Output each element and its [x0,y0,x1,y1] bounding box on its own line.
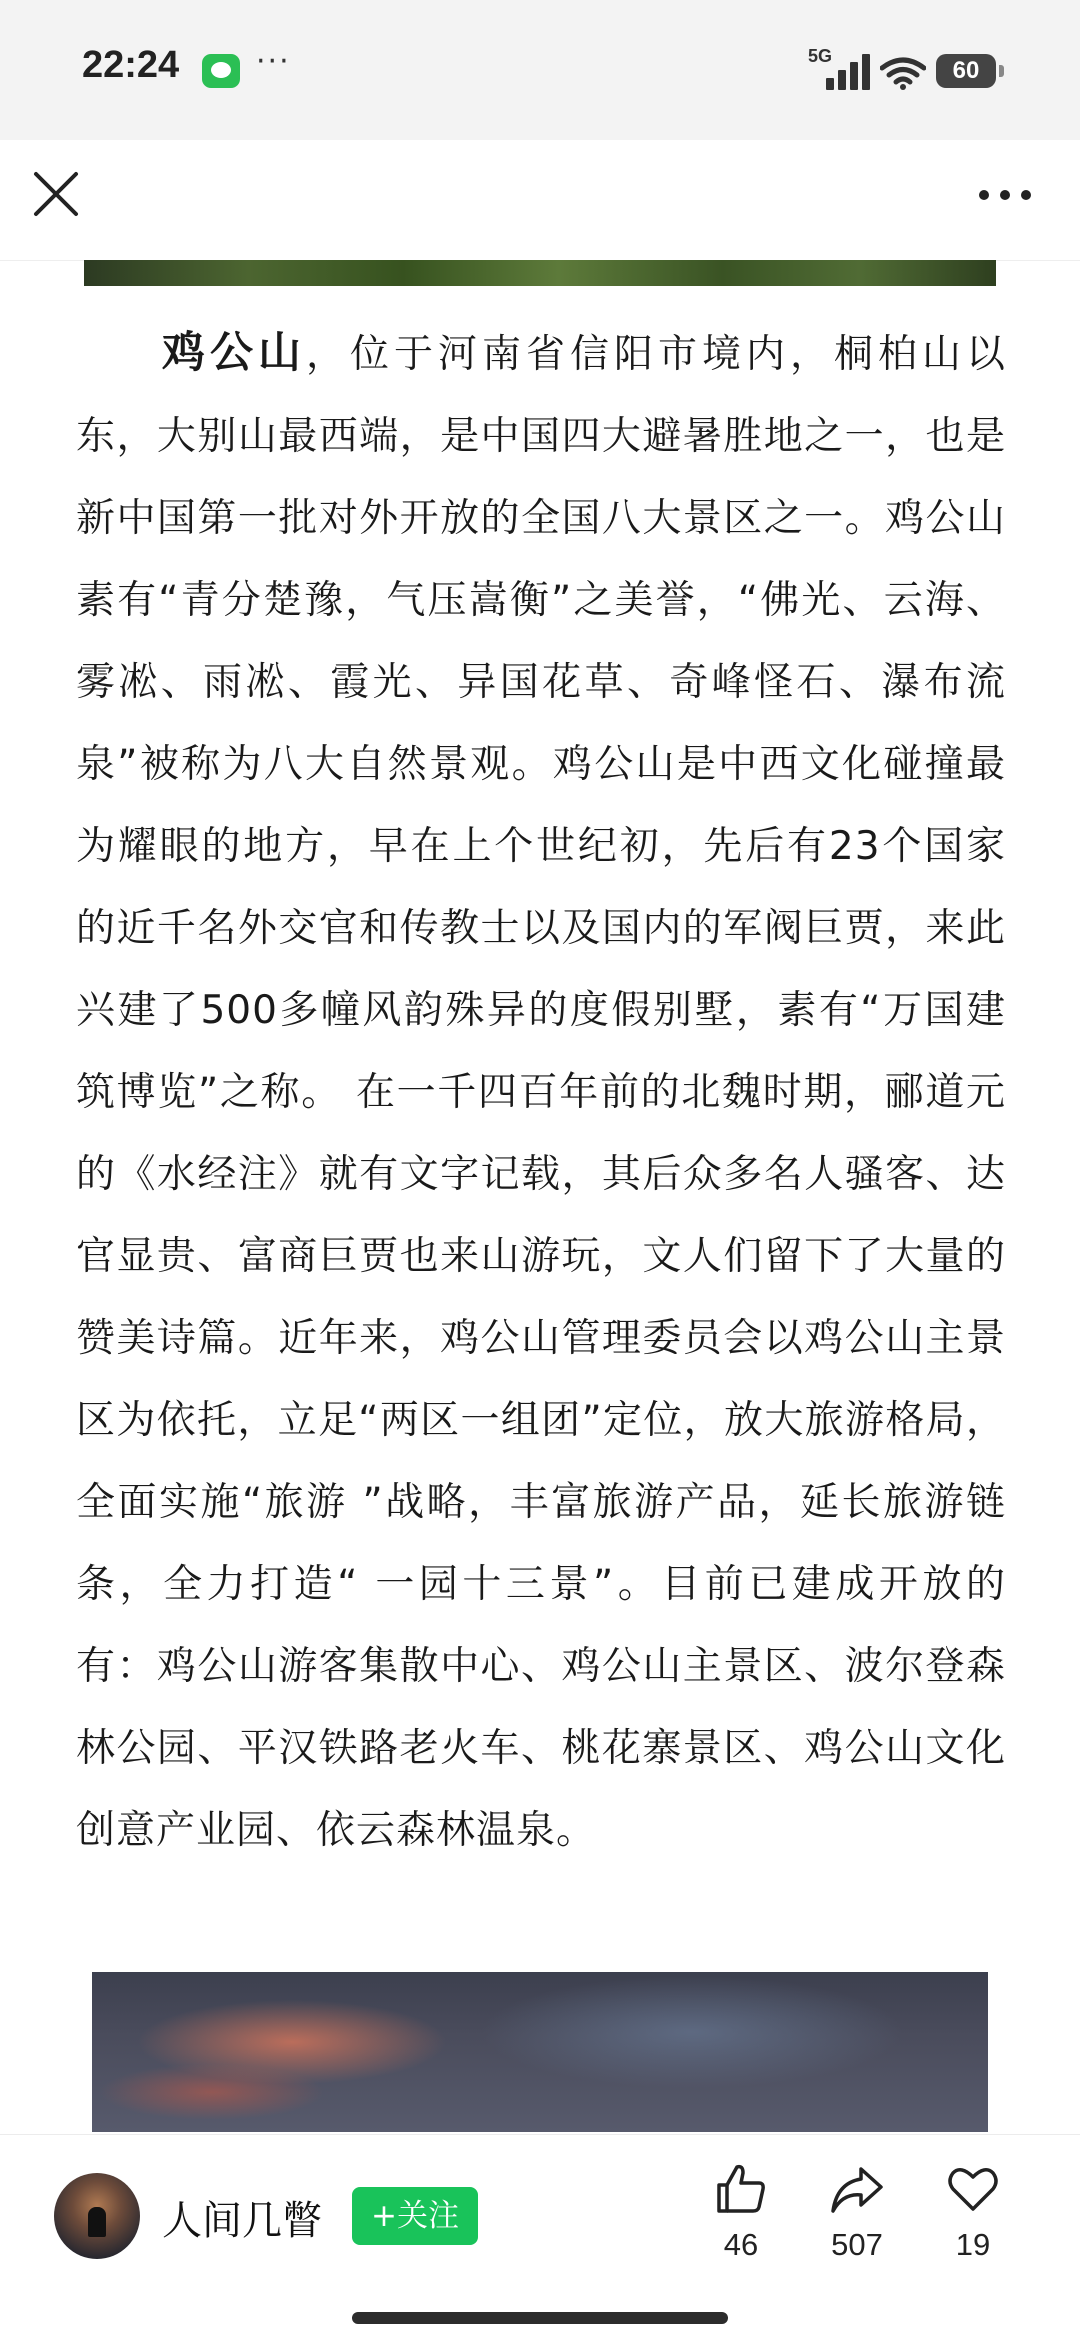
wechat-notification-icon [202,54,240,88]
share-count: 507 [831,2227,883,2262]
thumbs-up-icon [713,2161,769,2217]
close-icon[interactable] [28,166,84,222]
follow-button[interactable]: +关注 [352,2187,478,2245]
article-image-bottom [92,1972,988,2132]
status-more-notifications: ··· [256,44,291,79]
article-body [76,312,1006,1872]
status-time: 22:24 [82,44,180,86]
author-avatar[interactable] [54,2173,140,2259]
bottom-action-bar [0,2134,1080,2295]
like-count: 46 [723,2227,759,2262]
share-icon [829,2161,885,2217]
favorite-count: 19 [955,2227,991,2262]
like-button[interactable] [696,2161,786,2263]
article-paragraph: ，位于河南省信阳市境内，桐柏山以东，大别山最西端，是中国四大避暑胜地之一，也是新中国第一批对外开放的全国八大景区之一。鸡公山素有“青分楚豫，气压嵩衡”之美誉，“佛光、云海、雾凇、雨凇、霞光、异国花草、奇峰怪石、瀑布流泉”被称为八大自然景观。鸡公山是中西文化碰撞最为耀眼的地方，早在上个世纪初，先后有23个国家的近千名外交官和传教士以及国内的军阀巨贾，来此兴建了500多幢风韵殊异的度假别墅，素有“万国建筑博览”之称。 在一千四百年前的北魏时期，郦道元的《水经注》就有文字记载，其后众多名人骚客、达官显贵、富商巨贾也来山游玩，文人们留下了大量的赞美诗篇。近年来，鸡公山管理委员会以鸡公山主景区为依托，立足“两区一组团”定位，放大旅游格局，全面实施“旅游 ”战略，丰富旅游产品，延长旅游链条，全力打造“ 一园十三景”。目前已建成开放的有：鸡公山游客集散中心、鸡公山主景区、波尔登森林公园、平汉铁路老火车、桃花寨景区、鸡公山文化创意产业园、依云森林温泉。 [76,332,1006,1853]
share-button[interactable] [812,2161,902,2263]
article-lead-title: 鸡公山 [162,328,306,378]
favorite-button[interactable] [928,2161,1018,2263]
battery-level: 60 [936,54,996,88]
home-indicator-bar[interactable] [352,2312,728,2324]
wifi-icon [880,56,926,90]
top-nav-bar [0,140,1080,261]
network-type-label: 5G [808,46,833,66]
home-indicator[interactable] [0,2294,1080,2339]
status-bar [0,0,1080,140]
signal-strength-icon [826,52,872,90]
heart-icon [945,2161,1001,2217]
article-image-top [84,260,996,286]
more-icon[interactable] [974,170,1036,220]
author-name[interactable]: 人间几瞥 [162,2198,322,2244]
